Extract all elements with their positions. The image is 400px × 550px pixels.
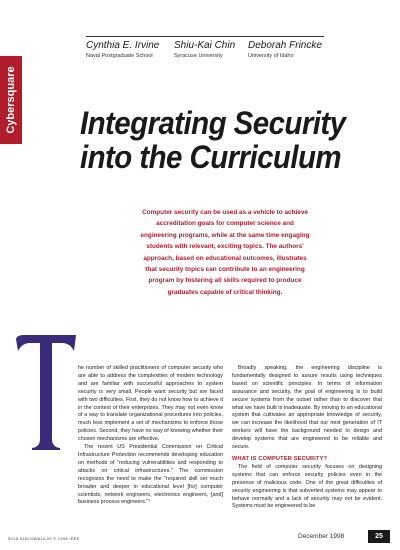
title-line-1: Integrating Security <box>80 105 346 141</box>
author-name: Cynthia E. Irvine <box>86 40 160 51</box>
author-affiliation: Syracuse University <box>174 53 223 59</box>
author-name: Shiu-Kai Chin <box>174 40 236 51</box>
footer-copyright: 0018-9162/98/$10.00 © 1998 IEEE <box>8 536 80 541</box>
author-name: Deborah Frincke <box>248 40 322 51</box>
body-paragraph: he number of skilled practitioners of computer security who are able to address the complexities of modern technology and are familiar with successful approaches to system security is very small. People want security but are faced with two difficulties. First, they do not know how to achieve it in the context of their enterprises. They may not even know of a way to translate organizational procedures into policies, much less implement a set of mechanisms to enforce those policies. Second, they have no way of knowing whether their chosen mechanisms are effective. <box>78 365 223 443</box>
authors-rule <box>86 36 324 37</box>
author-affiliation: University of Idaho <box>248 53 294 59</box>
author-irvine <box>86 40 159 59</box>
section-subhead: WHAT IS COMPUTER SECURITY? <box>232 455 328 462</box>
section-label: Cybersquare <box>5 66 17 134</box>
body-paragraph: The field of computer security focuses on designing systems that can enforce security policies even in the presence of malicious code. One of the great difficulties of security engineering is that subverted systems may appear to behave normally and a lack of security may not be evident. Systems must be engineered to be <box>232 463 382 510</box>
body-column-left <box>78 365 223 507</box>
section-tab <box>0 56 22 144</box>
author-chin <box>174 40 235 59</box>
author-affiliation: Naval Postgraduate School <box>86 53 153 59</box>
article-deck: Computer security can be used as a vehicle to achieve accreditation goals for computer science and engineering programs, while at the same time engaging students with relevant, exciting topics. The authors' approach, based on educational outcomes, illustrates that security topics can contribute to an engineering program by fostering all skills required to produce graduates capable of critical thinking. <box>140 209 310 296</box>
page-number: 25 <box>368 530 390 543</box>
body-paragraph: The recent US Presidential Commission on Critical Infrastructure Protection recommends developing education on methods of "reducing vulnerabilities and responding to attacks on critical infrastructures." The commission recognizes the need to make the "required skill set much broader and deeper in educational level [for] computer scientists, network engineers, electronics engineers, [and] business process engineers."¹ <box>78 444 223 506</box>
body-paragraph: Broadly speaking, the engineering discipline is fundamentally designed to assure results using techniques based on scientific principles. In terms of information assurance and security, the goal of engineering is to build secure systems from the outset rather than to discover that what we have built is inadequate. By moving to an educational system that cultivates an appropriate knowledge of security, we can increase the likelihood that our next generation of IT workers will have the background needed to design and develop systems that are engineered to be reliable and secure. <box>232 365 382 451</box>
drop-cap-t <box>14 335 78 450</box>
footer-date: December 1998 <box>298 533 345 540</box>
author-frincke <box>248 40 322 59</box>
body-column-right <box>232 365 382 511</box>
title-line-2: into the Curriculum <box>80 139 342 175</box>
article-title <box>80 106 356 174</box>
